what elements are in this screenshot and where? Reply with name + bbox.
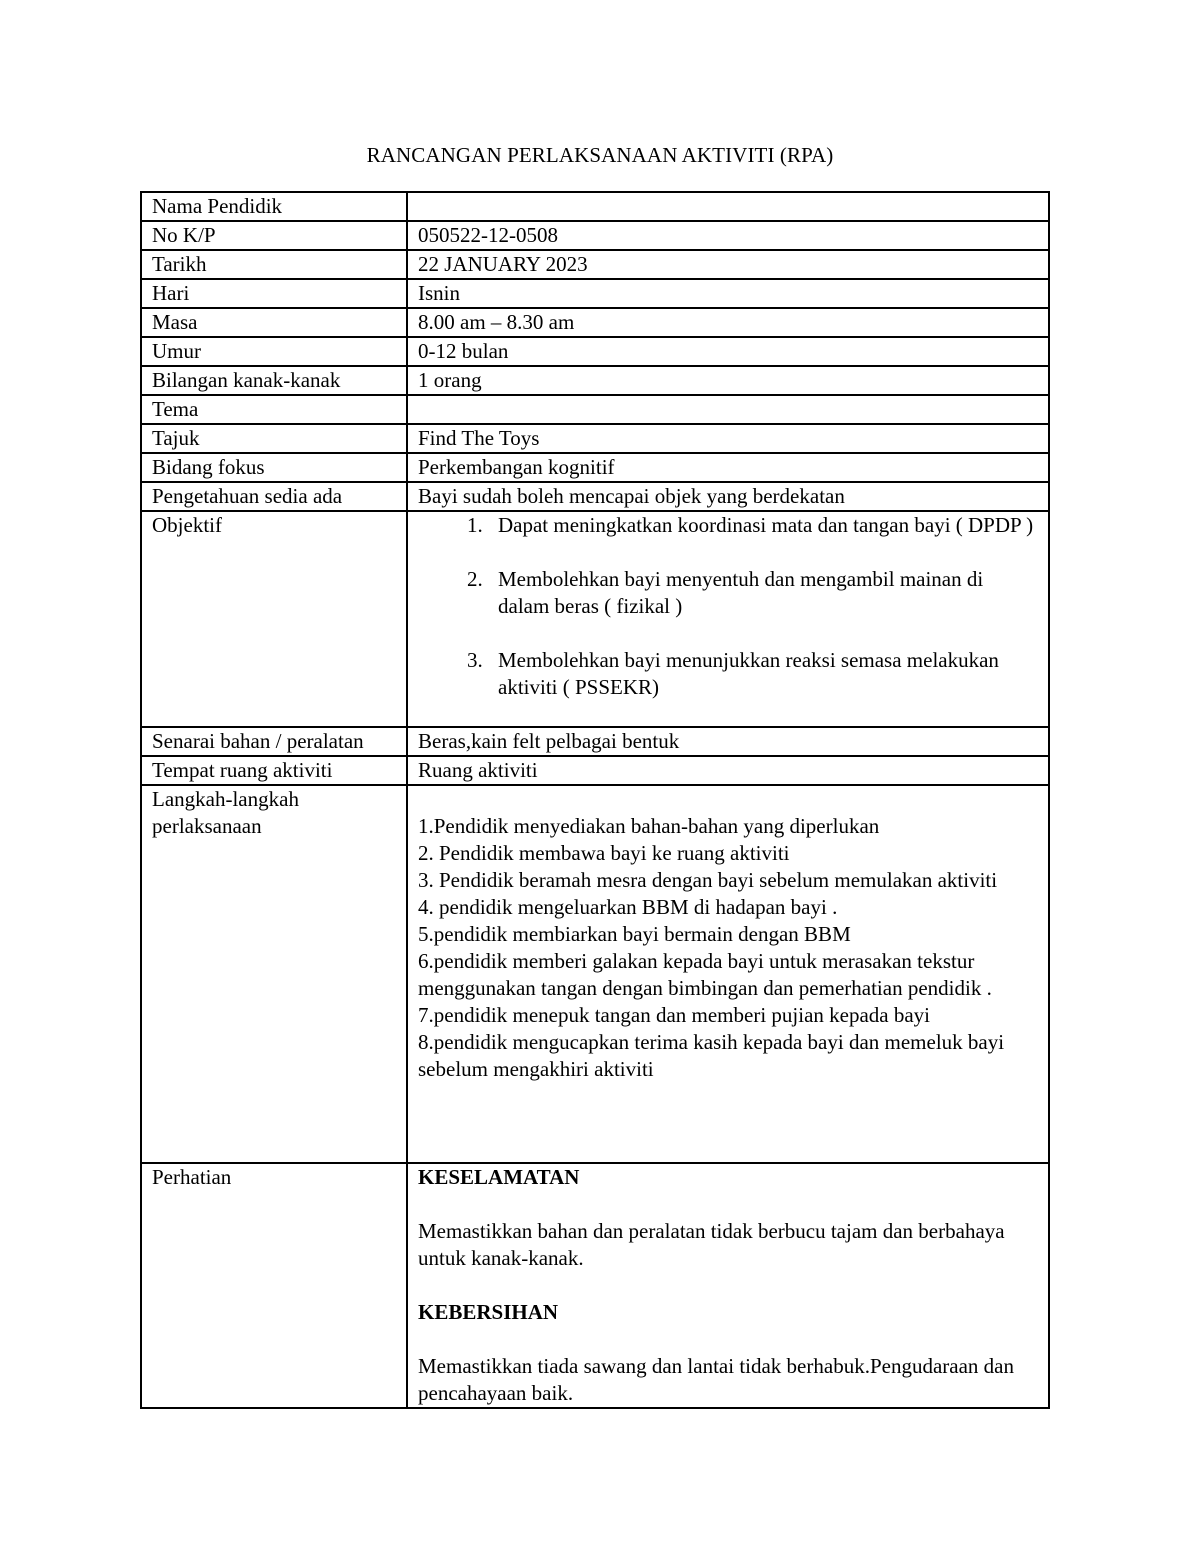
value-bilangan: 1 orang — [407, 366, 1049, 395]
value-bahan: Beras,kain felt pelbagai bentuk — [407, 727, 1049, 756]
row-objektif — [141, 511, 1049, 727]
objektif-item: 1. Dapat meningkatkan koordinasi mata dan tangan bayi ( DPDP ) — [488, 512, 1038, 539]
label-tema: Tema — [141, 395, 407, 424]
label-hari: Hari — [141, 279, 407, 308]
objektif-item: 2. Membolehkan bayi menyentuh dan mengambil mainan di dalam beras ( fizikal ) — [488, 566, 1038, 620]
langkah-step: 5.pendidik membiarkan bayi bermain dengan BBM — [418, 922, 851, 946]
row-pengetahuan — [141, 482, 1049, 511]
row-bilangan — [141, 366, 1049, 395]
row-umur — [141, 337, 1049, 366]
kebersihan-text: Memastikkan tiada sawang dan lantai tidak berhabuk.Pengudaraan dan pencahayaan baik. — [418, 1354, 1014, 1405]
value-langkah — [407, 785, 1049, 1163]
label-objektif: Objektif — [141, 511, 407, 727]
kebersihan-heading: KEBERSIHAN — [418, 1300, 559, 1324]
label-bidang-fokus: Bidang fokus — [141, 453, 407, 482]
keselamatan-text: Memastikkan bahan dan peralatan tidak berbucu tajam dan berbahaya untuk kanak-kanak. — [418, 1219, 1005, 1270]
value-perhatian — [407, 1163, 1049, 1408]
langkah-step: 3. Pendidik beramah mesra dengan bayi sebelum memulakan aktiviti — [418, 868, 998, 892]
objektif-list — [418, 512, 1038, 701]
value-tarikh: 22 JANUARY 2023 — [407, 250, 1049, 279]
label-no-kp: No K/P — [141, 221, 407, 250]
value-objektif — [407, 511, 1049, 727]
row-hari — [141, 279, 1049, 308]
label-bahan: Senarai bahan / peralatan — [141, 727, 407, 756]
row-masa — [141, 308, 1049, 337]
row-nama-pendidik — [141, 192, 1049, 221]
label-langkah: Langkah-langkah perlaksanaan — [141, 785, 407, 1163]
label-nama-pendidik: Nama Pendidik — [141, 192, 407, 221]
row-bahan — [141, 727, 1049, 756]
langkah-step: 8.pendidik mengucapkan terima kasih kepada bayi dan memeluk bayi sebelum mengakhiri aktiviti — [418, 1030, 1005, 1081]
row-tarikh — [141, 250, 1049, 279]
langkah-step: 4. pendidik mengeluarkan BBM di hadapan bayi . — [418, 895, 838, 919]
document-title: RANCANGAN PERLAKSANAAN AKTIVITI (RPA) — [366, 143, 834, 167]
langkah-step: 6.pendidik memberi galakan kepada bayi untuk merasakan tekstur menggunakan tangan dengan bimbingan dan pemerhatian pendidik . — [418, 949, 992, 1000]
label-tempat: Tempat ruang aktiviti — [141, 756, 407, 785]
label-tarikh: Tarikh — [141, 250, 407, 279]
label-perhatian: Perhatian — [141, 1163, 407, 1408]
keselamatan-heading: KESELAMATAN — [418, 1165, 580, 1189]
row-langkah — [141, 785, 1049, 1163]
value-tema — [407, 395, 1049, 424]
label-umur: Umur — [141, 337, 407, 366]
row-tema — [141, 395, 1049, 424]
value-tempat: Ruang aktiviti — [407, 756, 1049, 785]
label-bilangan: Bilangan kanak-kanak — [141, 366, 407, 395]
row-no-kp — [141, 221, 1049, 250]
value-nama-pendidik — [407, 192, 1049, 221]
value-hari: Isnin — [407, 279, 1049, 308]
langkah-step: 1.Pendidik menyediakan bahan-bahan yang diperlukan — [418, 814, 880, 838]
value-umur: 0-12 bulan — [407, 337, 1049, 366]
label-pengetahuan: Pengetahuan sedia ada — [141, 482, 407, 511]
row-perhatian — [141, 1163, 1049, 1408]
value-masa: 8.00 am – 8.30 am — [407, 308, 1049, 337]
value-no-kp: 050522-12-0508 — [407, 221, 1049, 250]
value-pengetahuan: Bayi sudah boleh mencapai objek yang berdekatan — [407, 482, 1049, 511]
row-bidang-fokus — [141, 453, 1049, 482]
label-masa: Masa — [141, 308, 407, 337]
objektif-item: 3. Membolehkan bayi menunjukkan reaksi semasa melakukan aktiviti ( PSSEKR) — [488, 647, 1038, 701]
row-tempat — [141, 756, 1049, 785]
value-tajuk: Find The Toys — [407, 424, 1049, 453]
label-tajuk: Tajuk — [141, 424, 407, 453]
langkah-step: 2. Pendidik membawa bayi ke ruang aktiviti — [418, 841, 790, 865]
row-tajuk — [141, 424, 1049, 453]
langkah-step: 7.pendidik menepuk tangan dan memberi pujian kepada bayi — [418, 1003, 931, 1027]
rpa-table — [140, 191, 1050, 1409]
value-bidang-fokus: Perkembangan kognitif — [407, 453, 1049, 482]
